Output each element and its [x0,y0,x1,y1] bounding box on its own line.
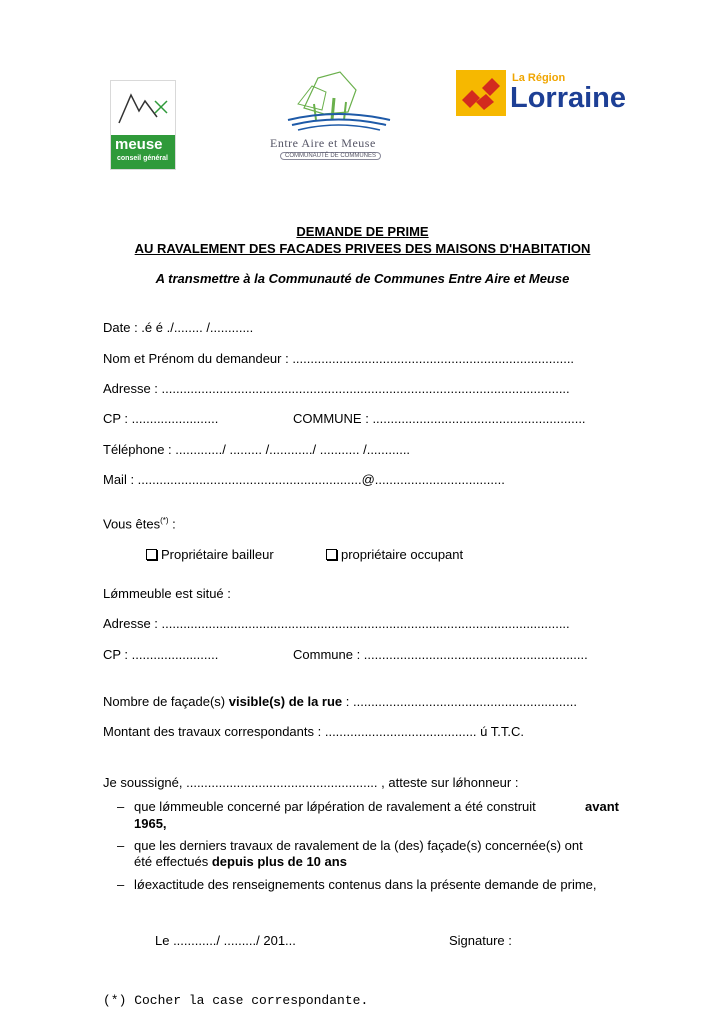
meuse-logo-name: meuse [115,136,163,153]
bullet-2-line2 [134,854,347,869]
amount-field[interactable]: Montant des travaux correspondants : .......................................... ú T.T.C. [103,724,524,739]
phone-field[interactable]: Téléphone : ............./ ......... /............/ ........... /............ [103,442,411,457]
page-subtitle: A transmettre à la Communauté de Communes Entre Aire et Meuse [155,271,570,286]
bullet-2-text: été effectués [134,854,212,869]
trees-icon [268,68,408,134]
facade-dots: : .............................................................. [342,694,577,709]
meuse-mountain-icon [111,81,175,135]
eam-logo [268,68,408,168]
bullet-1-bold-a: avant [585,799,619,814]
option-occupant[interactable] [326,547,463,562]
facade-label: Nombre de façade(s) [103,694,229,709]
page-title-line2: AU RAVALEMENT DES FACADES PRIVEES DES MAISONS D'HABITATION [134,241,591,256]
eam-logo-sub: COMMUNAUTÉ DE COMMUNES [280,152,381,160]
footnote: (*) Cocher la case correspondante. [103,993,369,1008]
bullet-3-text: lǿexactitude des renseignements contenus dans la présente demande de prime, [134,877,597,892]
dash-icon: – [117,799,125,814]
commune-field[interactable]: COMMUNE : ........................................................... [293,411,586,426]
bullet-2-bold: depuis plus de 10 ans [211,854,347,869]
option-occupant-label: propriétaire occupant [341,547,464,562]
owner-type-text: Vous êtes [103,516,161,532]
mail-field[interactable]: Mail : ..............................................................@.................................... [103,472,505,487]
building-commune-field[interactable]: Commune : .............................................................. [293,647,588,662]
option-landlord-label: Propriétaire bailleur [161,547,274,562]
meuse-logo [110,80,176,170]
building-address-field[interactable]: Adresse : ................................................................................................................. [103,616,570,631]
facade-count-field[interactable] [103,694,577,709]
address-field[interactable]: Adresse : ................................................................................................................. [103,381,570,396]
meuse-band [111,135,175,169]
alerion-icon [456,70,506,116]
name-field[interactable]: Nom et Prénom du demandeur : .............................................................................. [103,351,575,366]
page-title: DEMANDE DE PRIME [296,224,429,239]
eam-logo-name: Entre Aire et Meuse [270,136,376,150]
option-landlord[interactable] [146,547,274,562]
owner-type-label [103,516,176,531]
signature-label: Signature : [449,933,512,948]
date-place-field[interactable]: Le ............/ ........./ 201... [155,933,296,948]
date-field[interactable]: Date : .é é ./........ /............ [103,320,254,335]
checkbox-icon[interactable] [326,549,337,560]
bullet-1-text [134,799,536,814]
lorraine-logo-top: La Région [512,72,566,84]
facade-label-bold: visible(s) de la rue [228,694,343,709]
bullet-1-bold-b: 1965, [134,816,167,831]
lorraine-emblem [456,70,506,116]
checkbox-icon[interactable] [146,549,157,560]
owner-type-colon: : [168,516,176,532]
lorraine-logo-name: Lorraine [510,82,627,114]
bullet-2-line1: que les derniers travaux de ravalement de la (des) façade(s) concernée(s) ont [134,838,583,853]
meuse-logo-sub: conseil général [117,155,168,162]
building-postcode-field[interactable]: CP : ........................ [103,647,219,662]
building-heading: Lǿmmeuble est situé : [103,586,231,601]
dash-icon: – [117,877,125,892]
footnote-marker: (*) [160,516,169,525]
declaration-intro[interactable]: Je soussigné, ..................................................... , atteste sur lǿhonneur : [103,775,519,790]
postcode-field[interactable]: CP : ........................ [103,411,219,426]
bullet-1-main: que lǿmmeuble concerné par lǿpération de ravalement a été construit [134,799,536,814]
dash-icon: – [117,838,125,853]
lorraine-logo [456,70,646,116]
